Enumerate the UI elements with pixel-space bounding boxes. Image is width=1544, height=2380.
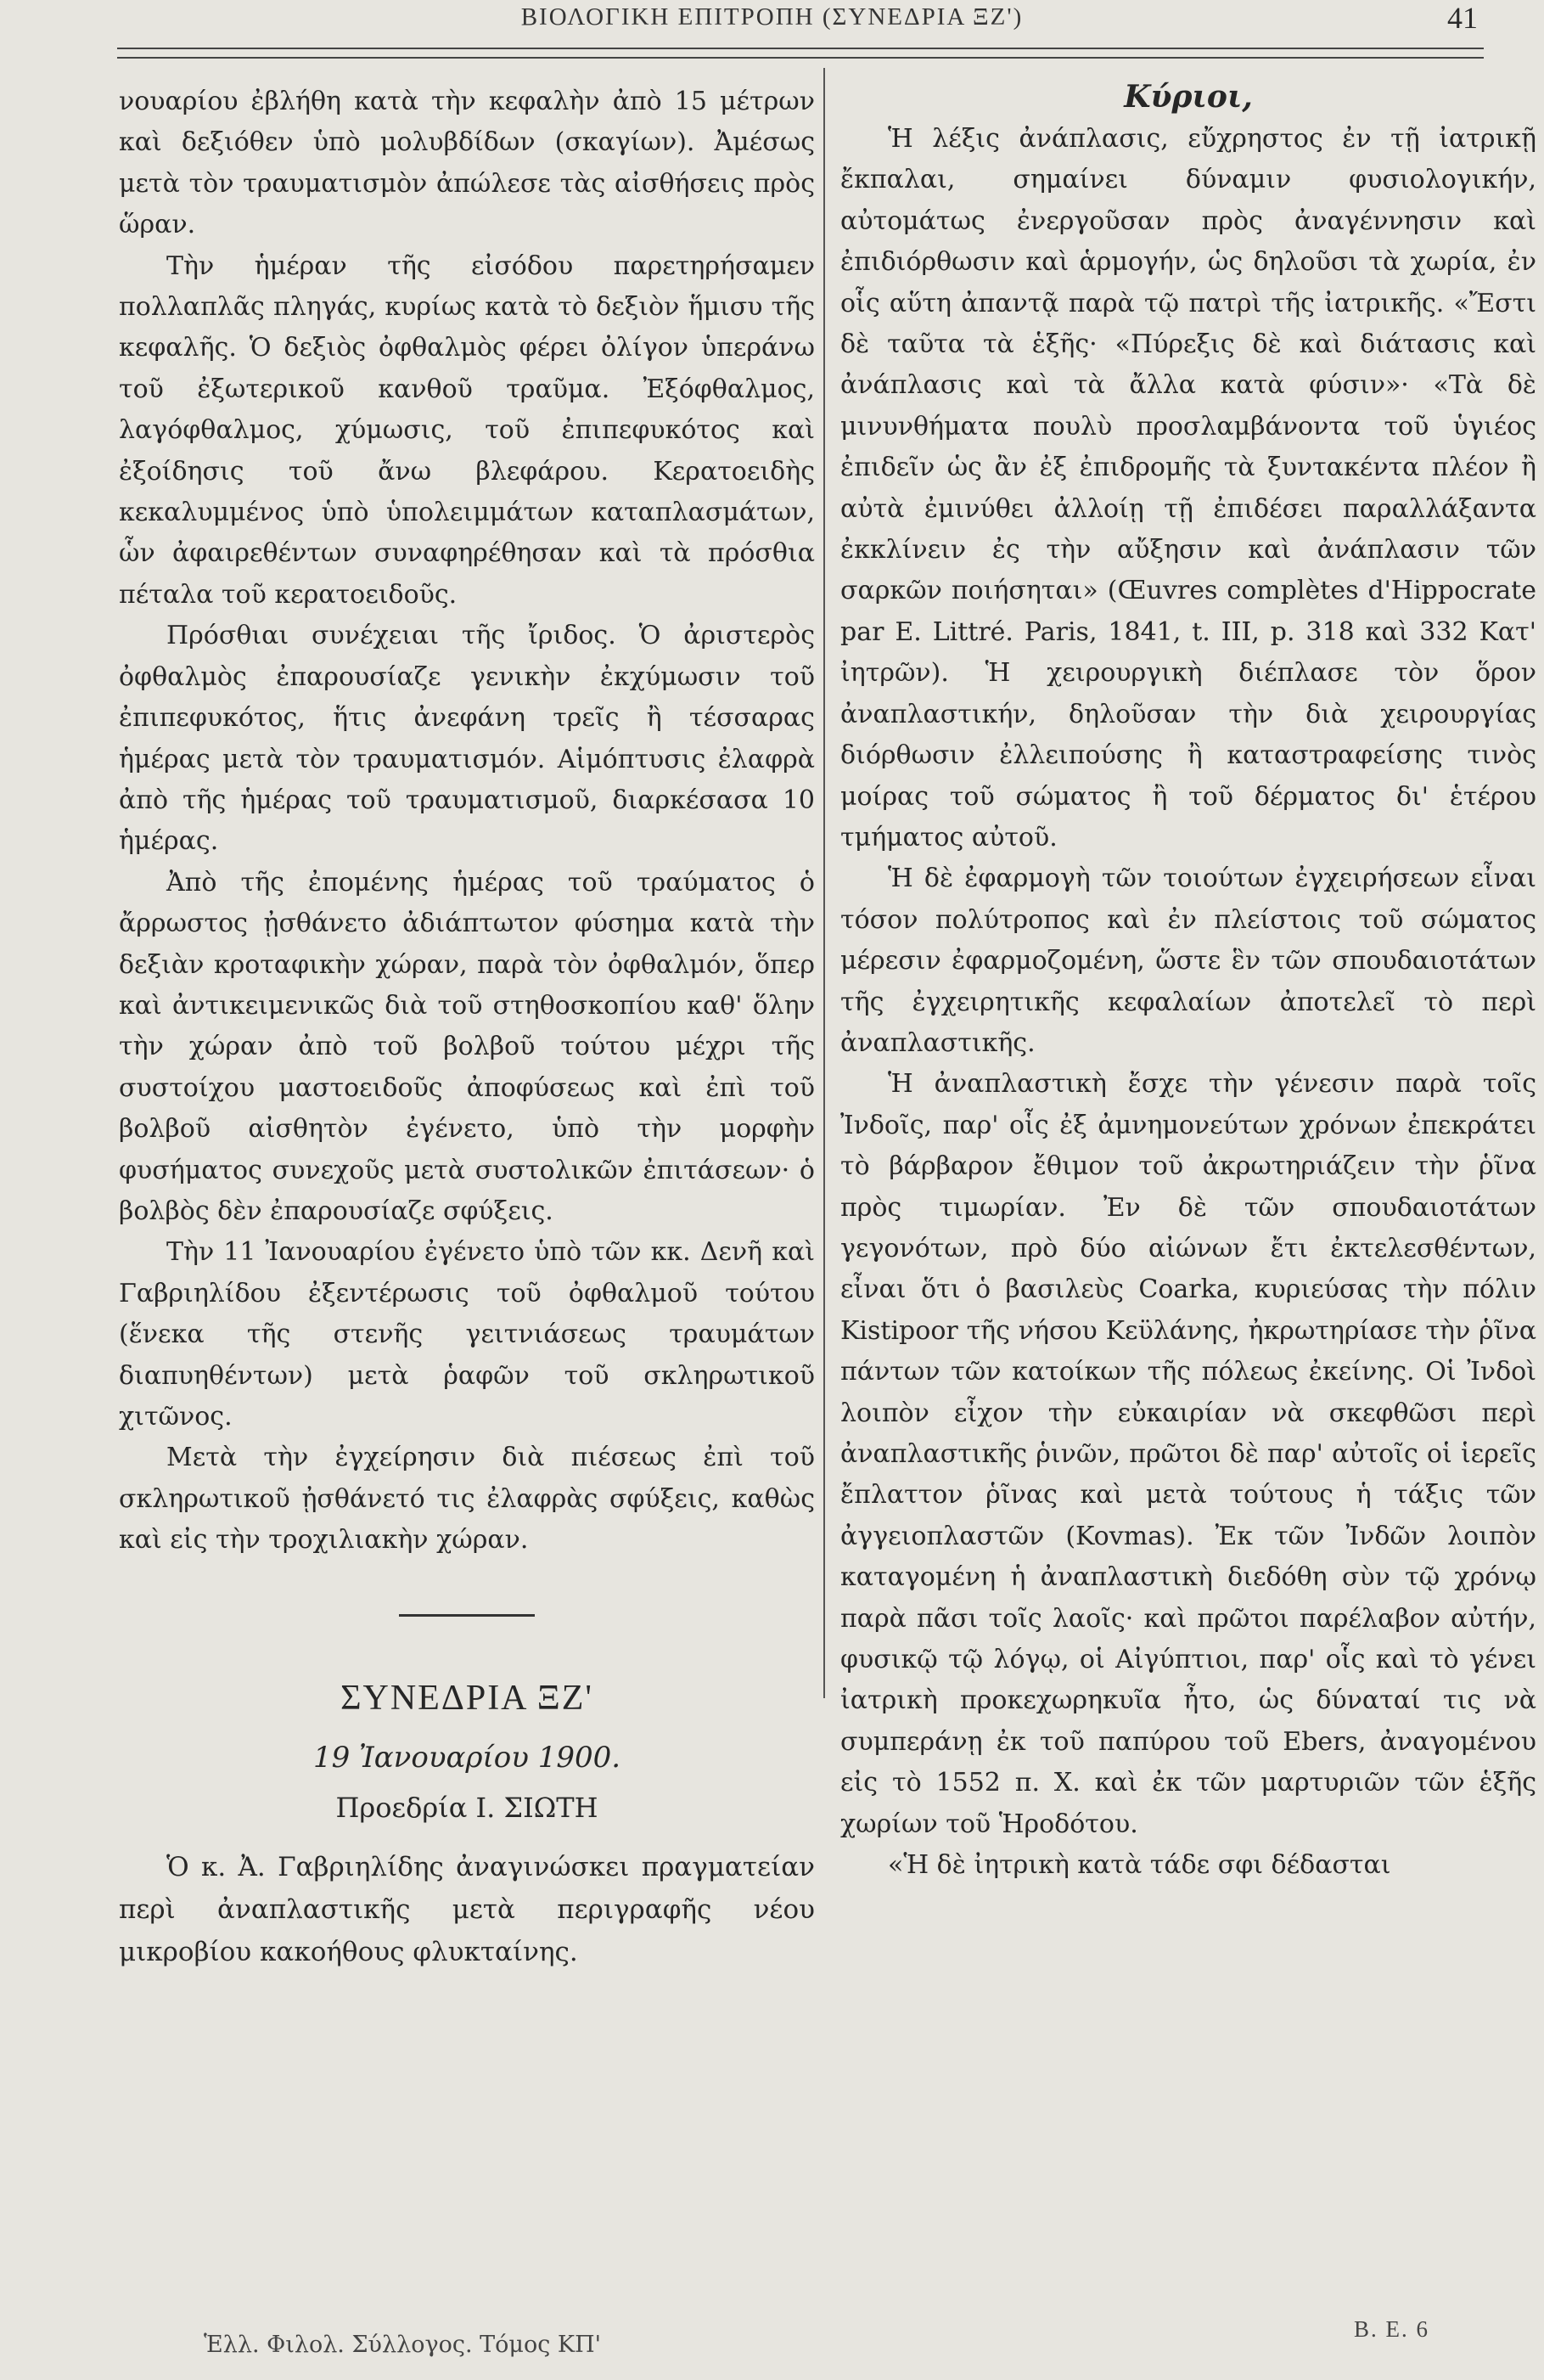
running-head: ΒΙΟΛΟΓΙΚΗ ΕΠΙΤΡΟΠΗ (ΣΥΝΕΔΡΙΑ ΞΖ') — [520, 3, 1024, 31]
right-paragraph-4: «Ἡ δὲ ἰητρικὴ κατὰ τάδε σφι δέδασται — [888, 1850, 1391, 1881]
left-paragraph-3: Πρόσθιαι συνέχειαι τῆς ἴριδος. Ὁ ἀριστερὸς ὀφθαλμὸς ἐπαρουσίαζε γενικὴν ἐκχύμωσιν τοῦ ἐπιπεφυκότος, ἥτις ἀνεφάνη τρεῖς ἢ τέσσαρας ἡμέρας μετὰ τὸν τραυματισμόν. Αἱμόπτυσις ἐλαφρὰ ἀπὸ τῆς ἡμέρας τοῦ τραυματισμοῦ, διαρκέσασα 10 ἡμέρας. — [119, 621, 815, 857]
session-chair: Προεδρία Ι. ΣΙΩΤΗ — [335, 1791, 598, 1824]
session-text: Ὁ κ. Ἀ. Γαβριηλίδης ἀναγινώσκει πραγματείαν περὶ ἀναπλαστικῆς μετὰ περιγραφῆς νέου μικροβίου κακοήθους φλυκταίνης. — [119, 1851, 815, 1967]
right-paragraph-1: Ἡ λέξις ἀνάπλασις, εὔχρηστος ἐν τῇ ἰατρικῇ ἔκπαλαι, σημαίνει δύναμιν φυσιολογικήν, αὐτομάτως ἐνεργοῦσαν πρὸς ἀναγέννησιν καὶ ἐπιδιόρθωσιν καὶ ἁρμογήν, ὡς δηλοῦσι τὰ χωρία, ἐν οἷς αὕτη ἀπαντᾷ παρὰ τῷ πατρὶ τῆς ἰατρικῆς. «Ἔστι δὲ ταῦτα τὰ ἑξῆς· «Πύρεξις δὲ καὶ διάτασις καὶ ἀνάπλασις καὶ τὰ ἄλλα κατὰ φύσιν»· «Τὰ δὲ μινυνθήματα πουλὺ προσλαμβάνοντα τοῦ ὑγιέος ἐπιδεῖν ὡς ἂν ἐξ ἐπιδρομῆς τὰ ξυντακέντα πλέον ἢ αὐτὰ ἐμινύθει ἀλλοίῃ τῇ ἐπιδέσει παραλλάξαντα ἐκκλίνειν ἐς τὴν αὔξησιν καὶ ἀνάπλασιν τῶν σαρκῶν ποιήσηται» (Œuvres complètes d'Hippocrate par E. Littré. Paris, 1841, t. III, p. 318 καὶ 332 Κατ' ἰητρῶν). Ἡ χειρουργικὴ διέπλασε τὸν ὅρον ἀναπλαστικήν, δηλοῦσαν τὴν διὰ χειρουργίας διόρθωσιν ἐλλειπούσης ἢ καταστραφείσης τινὸς μοίρας τοῦ σώματος ἢ τοῦ δέρματος δι' ἑτέρου τμήματος αὐτοῦ. — [840, 124, 1536, 852]
right-column — [840, 79, 1536, 1886]
header-rule-top — [117, 48, 1484, 49]
left-paragraph-5: Τὴν 11 Ἰανουαρίου ἐγένετο ὑπὸ τῶν κκ. Δενῆ καὶ Γαβριηλίδου ἐξεντέρωσις τοῦ ὀφθαλμοῦ τούτου (ἕνεκα τῆς στενῆς γειτνιάσεως τραυμάτων διαπυηθέντων) μετὰ ῥαφῶν τοῦ σκληρωτικοῦ χιτῶνος. — [119, 1237, 815, 1432]
column-divider — [823, 68, 825, 1698]
left-paragraph-4: Ἀπὸ τῆς ἐπομένης ἡμέρας τοῦ τραύματος ὁ ἄρρωστος ᾐσθάνετο ἀδιάπτωτον φύσημα κατὰ τὴν δεξιὰν κροταφικὴν χώραν, παρὰ τὸν ὀφθαλμόν, ὅπερ καὶ ἀντικειμενικῶς διὰ τοῦ στηθοσκοπίου καθ' ὅλην τὴν χώραν ἀπὸ τοῦ βολβοῦ τούτου μέχρι τῆς συστοίχου μαστοειδοῦς ἀποφύσεως καὶ ἐπὶ τοῦ βολβοῦ αἰσθητὸν ἐγένετο, ὑπὸ τὴν μορφὴν φυσήματος συνεχοῦς μετὰ συστολικῶν ἐπιτάσεων· ὁ βολβὸς δὲν ἐπαρουσίαζε σφύξεις. — [119, 867, 815, 1226]
left-paragraph-6: Μετὰ τὴν ἐγχείρησιν διὰ πιέσεως ἐπὶ τοῦ σκληρωτικοῦ ᾐσθάνετό τις ἐλαφρὰς σφύξεις, καθὼς καὶ εἰς τὴν τροχιλιακὴν χώραν. — [119, 1443, 815, 1556]
header-rule-bottom — [117, 57, 1484, 59]
left-column — [119, 82, 815, 1973]
right-paragraph-3: Ἡ ἀναπλαστικὴ ἔσχε τὴν γένεσιν παρὰ τοῖς Ἰνδοῖς, παρ' οἷς ἐξ ἀμνημονεύτων χρόνων ἐπεκράτει τὸ βάρβαρον ἔθιμον τοῦ ἀκρωτηριάζειν τὴν ῥῖνα πρὸς τιμωρίαν. Ἐν δὲ τῶν σπουδαιοτάτων γεγονότων, πρὸ δύο αἰώνων ἔτι ἐκτελεσθέντων, εἶναι ὅτι ὁ βασιλεὺς Coarka, κυριεύσας τὴν πόλιν Kistipoor τῆς νήσου Κεϋλάνης, ἠκρωτηρίασε τὴν ῥῖνα πάντων τῶν κατοίκων τῆς πόλεως ἐκείνης. Οἱ Ἰνδοὶ λοιπὸν εἶχον τὴν εὐκαιρίαν νὰ σκεφθῶσι περὶ ἀναπλαστικῆς ῥινῶν, πρῶτοι δὲ παρ' αὐτοῖς οἱ ἱερεῖς ἔπλαττον ῥῖνας καὶ μετὰ τούτους ἡ τάξις τῶν ἀγγειοπλαστῶν (Kovmas). Ἐκ τῶν Ἰνδῶν λοιπὸν καταγομένη ἡ ἀναπλαστικὴ διεδόθη σὺν τῷ χρόνῳ παρὰ πᾶσι τοῖς λαοῖς· καὶ πρῶτοι παρέλαβον αὐτήν, φυσικῷ τῷ λόγῳ, οἱ Αἰγύπτιοι, παρ' οἷς καὶ τὸ γένει ἰατρικὴ προκεχωρηκυῖα ἦτο, ὡς δύναταί τις νὰ συμπεράνῃ ἐκ τοῦ παπύρου τοῦ Ebers, ἀναγομένου εἰς τὸ 1552 π. Χ. καὶ ἐκ τῶν μαρτυριῶν τῶν ἑξῆς χωρίων τοῦ Ἡροδότου. — [840, 1069, 1536, 1839]
journal-footer: Ἑλλ. Φιλολ. Σύλλογος. Τόμος ΚΠ' — [204, 2332, 602, 2358]
left-paragraph-1: νουαρίου ἐβλήθη κατὰ τὴν κεφαλὴν ἀπὸ 15 μέτρων καὶ δεξιόθεν ὑπὸ μολυβδίδων (σκαγίων). Ἀμέσως μετὰ τὸν τραυματισμὸν ἀπώλεσε τὰς αἰσθήσεις πρὸς ὥραν. — [119, 87, 815, 240]
session-title: ΣΥΝΕΔΡΙΑ ΞΖ' — [340, 1678, 593, 1718]
left-paragraph-2: Τὴν ἡμέραν τῆς εἰσόδου παρετηρήσαμεν πολλαπλᾶς πληγάς, κυρίως κατὰ τὸ δεξιὸν ἥμισυ τῆς κεφαλῆς. Ὁ δεξιὸς ὀφθαλμὸς φέρει ὀλίγον ὑπεράνω τοῦ ἐξωτερικοῦ κανθοῦ τραῦμα. Ἐξόφθαλμος, λαγόφθαλμος, χύμωσις, τοῦ ἐπιπεφυκότος καὶ ἐξοίδησις τοῦ ἄνω βλεφάρου. Κερατοειδὴς κεκαλυμμένος ὑπὸ ὑπολειμμάτων καταπλασμάτων, ὧν ἀφαιρεθέντων συναφηρέθησαν καὶ τὰ πρόσθια πέταλα τοῦ κερατοειδοῦς. — [119, 250, 815, 610]
session-date: 19 Ἰανουαρίου 1900. — [312, 1740, 621, 1775]
address-heading: Κύριοι, — [1124, 79, 1253, 115]
signature-mark: B. E. 6 — [1354, 2316, 1430, 2342]
right-paragraph-2: Ἡ δὲ ἐφαρμογὴ τῶν τοιούτων ἐγχειρήσεων εἶναι τόσον πολύτροπος καὶ ἐν πλείστοις τοῦ σώματος μέρεσιν ἐφαρμοζομένη, ὥστε ἓν τῶν σπουδαιοτάτων τῆς ἐγχειρητικῆς κεφαλαίων ἀποτελεῖ τὸ περὶ ἀναπλαστικῆς. — [840, 864, 1536, 1058]
page-number: 41 — [1447, 1, 1478, 35]
section-divider — [399, 1614, 535, 1617]
